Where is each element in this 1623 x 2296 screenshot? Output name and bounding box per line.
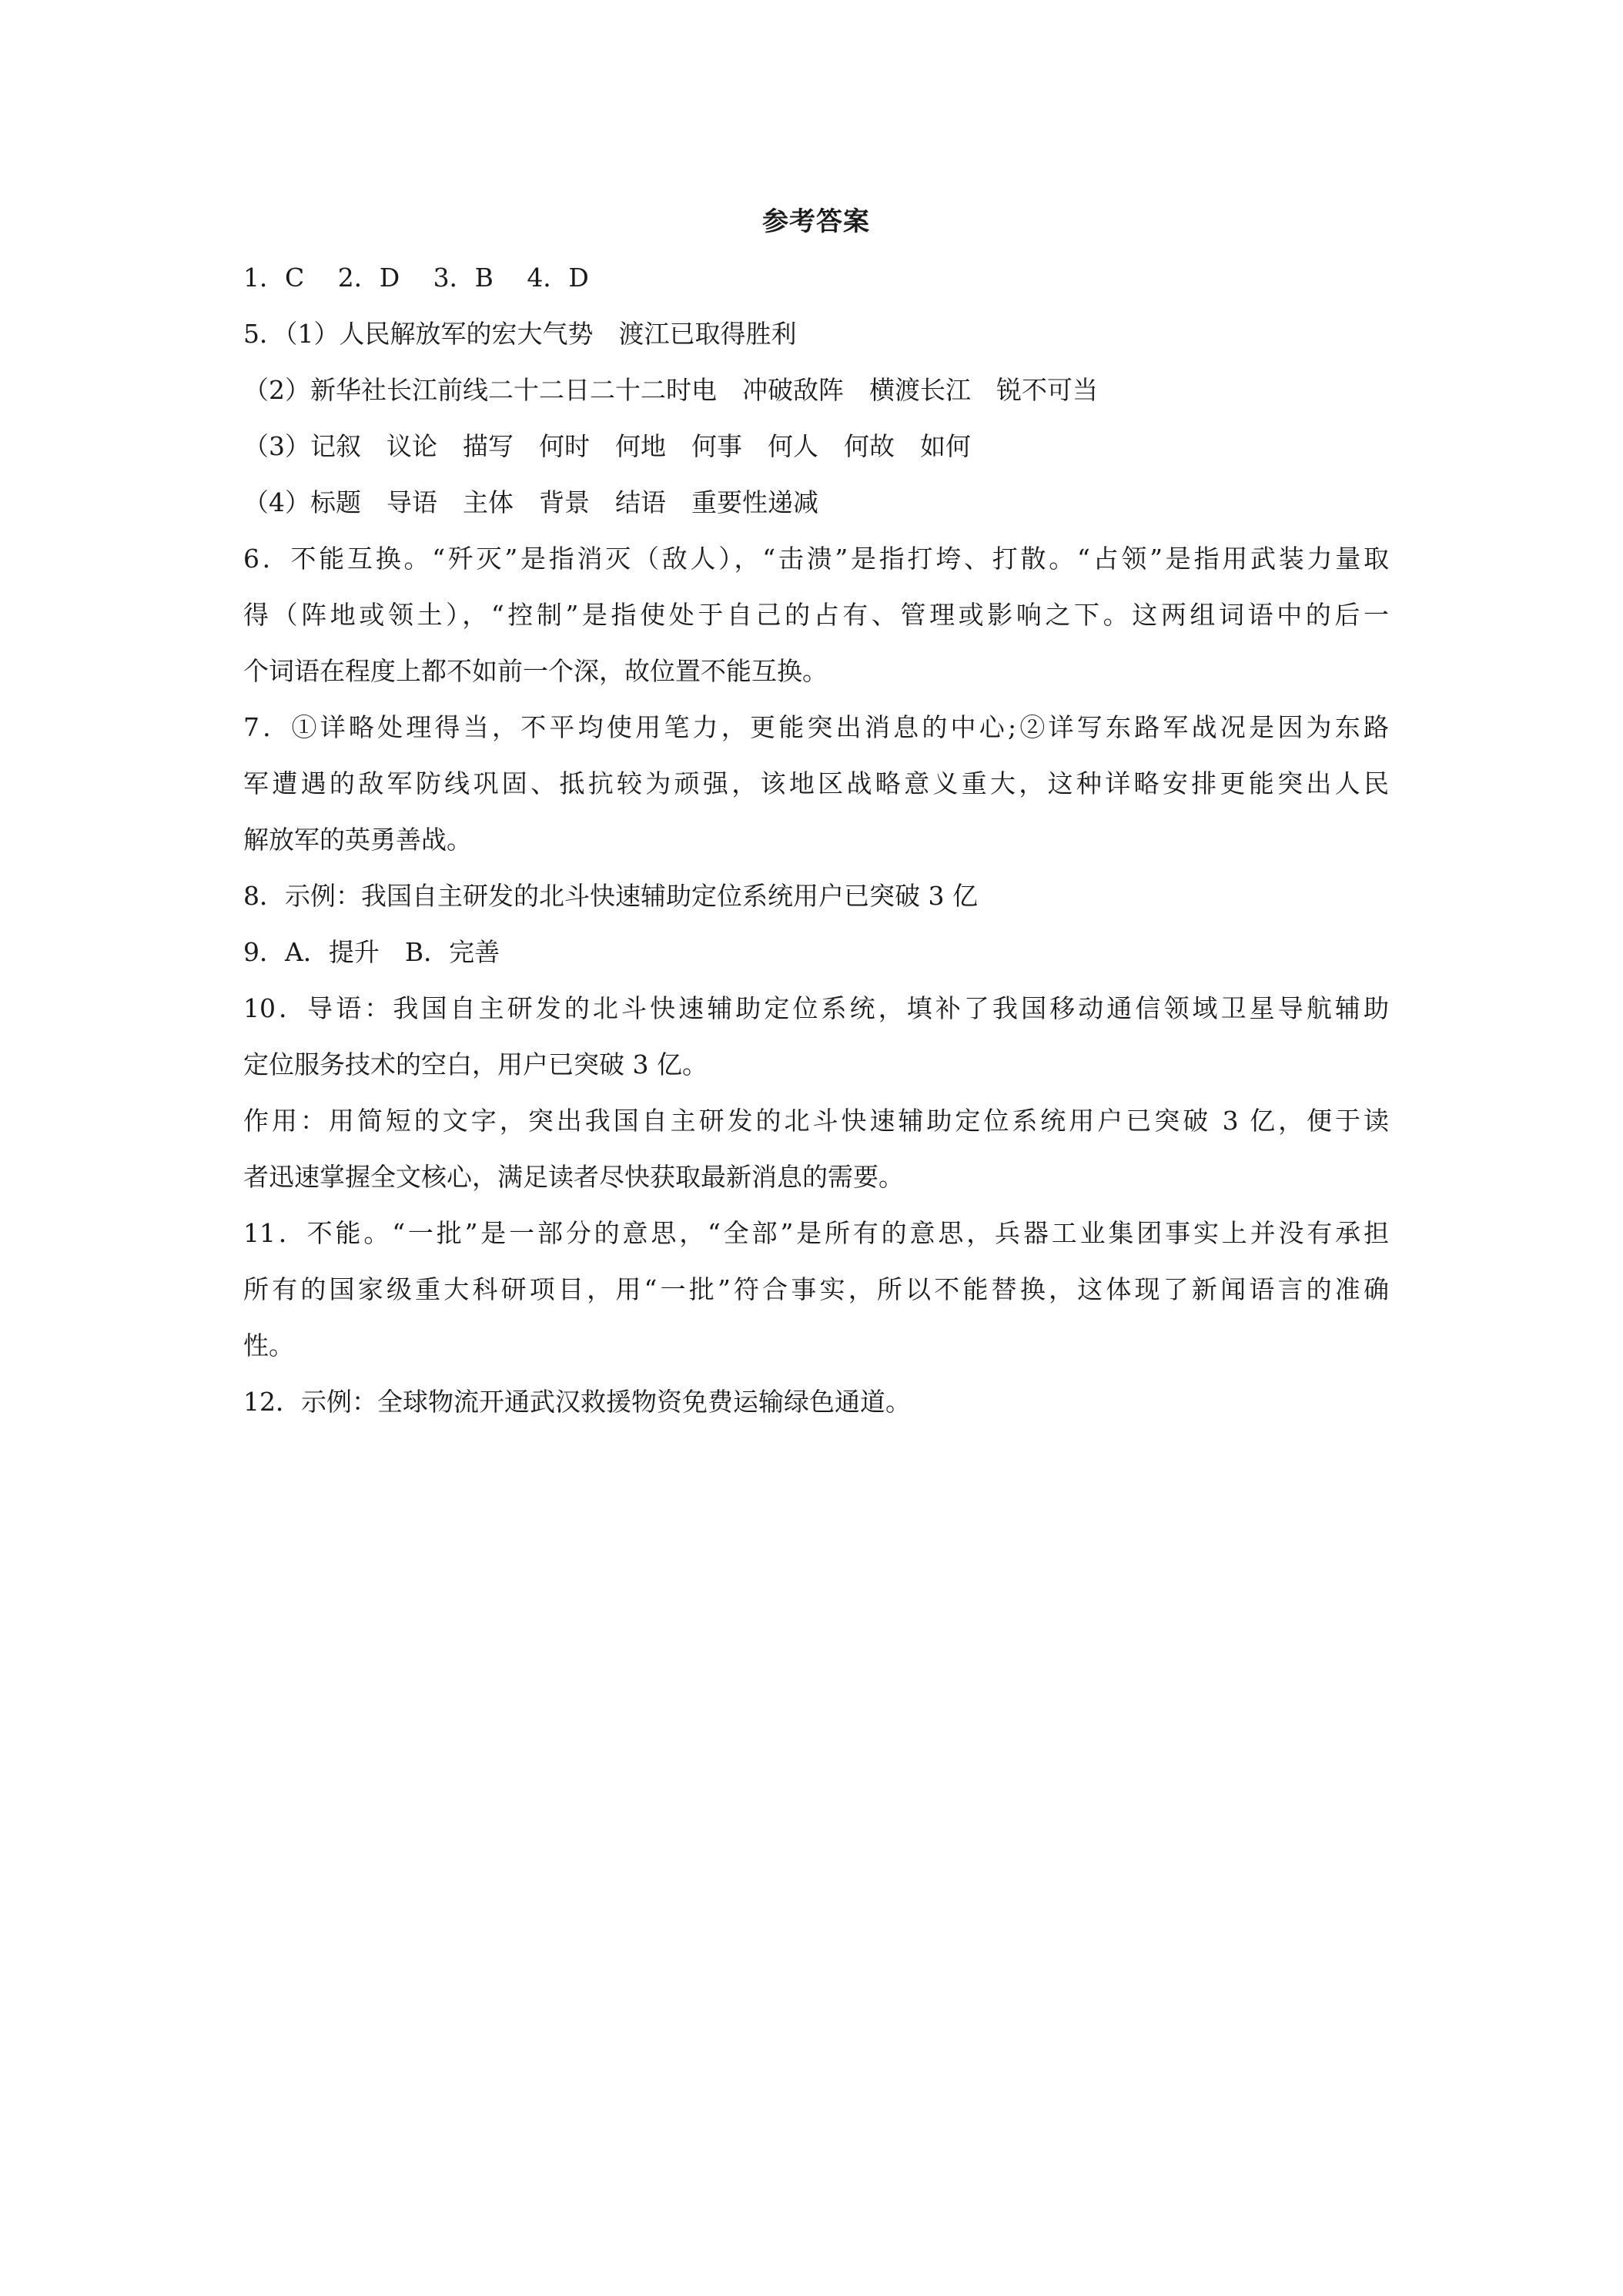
- page-title: 参考答案: [762, 206, 870, 237]
- answer-line-8: 个词语在程度上都不如前一个深，故位置不能互换。: [243, 656, 828, 686]
- answer-line-5: （4）标题 导语 主体 背景 结语 重要性递减: [243, 487, 818, 517]
- answer-line-18: 11．不能。“一批”是一部分的意思，“全部”是所有的意思，兵器工业集团事实上并没有承担: [243, 1218, 1389, 1248]
- answer-line-7: 得（阵地或领土），“控制”是指使处于自己的占有、管理或影响之下。这两组词语中的后一: [243, 600, 1389, 630]
- answer-line-9: 7．①详略处理得当，不平均使用笔力，更能突出消息的中心;②详写东路军战况是因为东路: [243, 712, 1389, 742]
- answer-line-12: 8．示例：我国自主研发的北斗快速辅助定位系统用户已突破 3 亿: [243, 881, 978, 911]
- answer-line-3: （2）新华社长江前线二十二日二十二时电 冲破敌阵 横渡长江 锐不可当: [243, 375, 1098, 405]
- answer-line-14: 10．导语：我国自主研发的北斗快速辅助定位系统，填补了我国移动通信领域卫星导航辅助: [243, 993, 1389, 1023]
- answer-line-17: 者迅速掌握全文核心，满足读者尽快获取最新消息的需要。: [243, 1162, 904, 1192]
- answer-line-21: 12．示例：全球物流开通武汉救援物资免费运输绿色通道。: [243, 1387, 911, 1417]
- answer-line-1: 1．C 2．D 3．B 4．D: [243, 263, 589, 293]
- answer-line-4: （3）记叙 议论 描写 何时 何地 何事 何人 何故 如何: [243, 431, 971, 461]
- answer-line-6: 6．不能互换。“歼灭”是指消灭（敌人），“击溃”是指打垮、打散。“占领”是指用武装力量取: [243, 544, 1389, 574]
- answer-line-13: 9．A．提升 B．完善: [243, 937, 500, 967]
- answer-line-15: 定位服务技术的空白，用户已突破 3 亿。: [243, 1049, 708, 1079]
- answer-line-11: 解放军的英勇善战。: [243, 825, 472, 855]
- answer-content: [243, 194, 1389, 1430]
- answer-line-20: 性。: [243, 1330, 294, 1361]
- answer-line-16: 作用：用简短的文字，突出我国自主研发的北斗快速辅助定位系统用户已突破 3 亿，便于读: [243, 1106, 1389, 1136]
- answer-line-19: 所有的国家级重大科研项目，用“一批”符合事实，所以不能替换，这体现了新闻语言的准确: [243, 1274, 1389, 1304]
- answer-lines: [243, 249, 1389, 1430]
- answer-line-10: 军遭遇的敌军防线巩固、抵抗较为顽强，该地区战略意义重大，这种详略安排更能突出人民: [243, 768, 1389, 798]
- answer-line-2: 5．（1）人民解放军的宏大气势 渡江已取得胜利: [243, 319, 797, 349]
